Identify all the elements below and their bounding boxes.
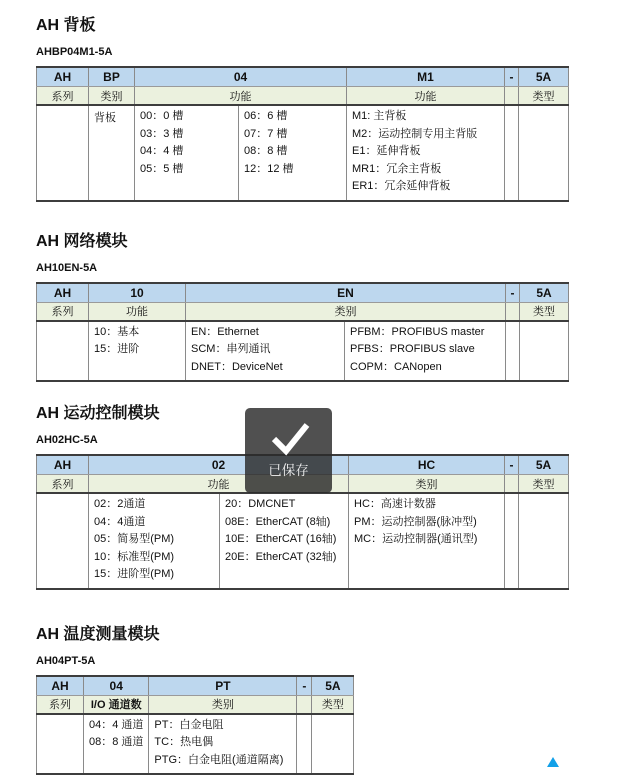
label-cell-dash [505,475,519,494]
code-cell-category: BP [89,67,135,87]
body-cell-type [312,714,354,775]
label-cell-series: 系列 [37,695,84,714]
section-network-module [36,232,641,383]
label-cell-dash [297,695,312,714]
body-cell-dash [505,493,519,589]
saved-toast [245,408,332,493]
code-row [37,67,569,87]
label-cell-dash [505,87,519,106]
label-cell-series: 系列 [37,87,89,106]
body-cell-series [37,714,84,775]
table-body-row [37,321,569,382]
body-cell-functions-a: 02：2通道 04：4通道 05：简易型(PM) 10：标准型(PM) 15：进阶型(PM) [89,493,220,589]
body-cell-functions-b: 20：DMCNET 08E：EtherCAT (8轴) 10E：EtherCAT (16轴) 20E：EtherCAT (32轴) [220,493,349,589]
section-backplane [36,16,641,202]
table-body-row [37,714,354,775]
body-cell-categories: HC：高速计数器 PM：运动控制器(脉冲型) MC：运动控制器(通讯型) [349,493,505,589]
label-cell-type: 类型 [520,302,569,321]
body-cell-dash [505,105,519,201]
model-number: AH02HC-5A [36,433,641,447]
section-title: AH 网络模块 [36,232,641,252]
checkmark-icon [266,419,312,457]
label-cell-series: 系列 [37,475,89,494]
label-row [37,87,569,106]
code-cell-series: AH [37,455,89,475]
body-cell-categories-b: PFBM：PROFIBUS master PFBS：PROFIBUS slave COPM：CANopen [345,321,506,382]
code-cell-category: PT [149,676,297,696]
code-cell-type: 5A [519,67,569,87]
code-cell-function: 02 [89,455,349,475]
code-cell-type: 5A [312,676,354,696]
code-cell-channels: 04 [84,676,149,696]
toast-message: 已保存 [268,463,309,478]
code-cell-dash: - [505,67,519,87]
body-cell-dash [297,714,312,775]
code-cell-dash: - [297,676,312,696]
label-row [37,302,569,321]
body-cell-categories: PT：白金电阻 TC：热电偶 PTG：白金电阻(通道隔离) [149,714,297,775]
label-cell-function2: 功能 [347,87,505,106]
code-cell-series: AH [37,676,84,696]
section-title: AH 背板 [36,16,641,36]
code-row [37,283,569,303]
section-temperature-module [36,625,641,775]
body-cell-dash [506,321,520,382]
body-cell-categories-a: EN：Ethernet SCM：串列通讯 DNET：DeviceNet [186,321,345,382]
label-cell-category: 类别 [349,475,505,494]
section-title: AH 运动控制模块 [36,404,641,424]
label-cell-dash [506,302,520,321]
label-cell-series: 系列 [37,302,89,321]
code-cell-function1: 04 [135,67,347,87]
body-cell-slots-a: 00：0 槽 03：3 槽 04：4 槽 05：5 槽 [135,105,239,201]
model-number: AH10EN-5A [36,261,641,275]
label-cell-function1: 功能 [135,87,347,106]
naming-table-network [36,282,569,383]
body-cell-series [37,493,89,589]
label-cell-category: 类别 [89,87,135,106]
label-cell-function: 功能 [89,475,349,494]
table-body-row [37,493,569,589]
code-cell-series: AH [37,67,89,87]
label-row [37,695,354,714]
naming-table-backplane [36,66,569,202]
body-cell-type [519,493,569,589]
body-cell-functions: M1: 主背板 M2：运动控制专用主背版 E1：延伸背板 MR1：冗余主背板 ER1：冗余延伸背板 [347,105,505,201]
code-cell-function2: M1 [347,67,505,87]
label-cell-category: 类别 [149,695,297,714]
body-cell-slots-b: 06：6 槽 07：7 槽 08：8 槽 12：12 槽 [239,105,347,201]
code-cell-category: HC [349,455,505,475]
code-cell-dash: - [505,455,519,475]
code-cell-dash: - [506,283,520,303]
label-cell-type: 类型 [519,87,569,106]
label-cell-type: 类型 [519,475,569,494]
body-cell-series [37,321,89,382]
section-motion-module [36,404,641,590]
scroll-to-top-icon[interactable] [547,757,559,767]
label-cell-channels: I/O 通道数 [84,695,149,714]
code-cell-type: 5A [520,283,569,303]
body-cell-category: 背板 [89,105,135,201]
label-cell-function: 功能 [89,302,186,321]
code-cell-function: 10 [89,283,186,303]
body-cell-type [520,321,569,382]
code-cell-series: AH [37,283,89,303]
body-cell-series [37,105,89,201]
code-cell-category: EN [186,283,506,303]
section-title: AH 温度测量模块 [36,625,641,645]
label-cell-type: 类型 [312,695,354,714]
code-row [37,676,354,696]
naming-table-temperature [36,675,354,775]
label-cell-category: 类别 [186,302,506,321]
table-body-row [37,105,569,201]
model-number: AHBP04M1-5A [36,45,641,59]
model-number: AH04PT-5A [36,654,641,668]
body-cell-functions: 10：基本 15：进阶 [89,321,186,382]
body-cell-channels: 04：4 通道 08：8 通道 [84,714,149,775]
code-cell-type: 5A [519,455,569,475]
body-cell-type [519,105,569,201]
